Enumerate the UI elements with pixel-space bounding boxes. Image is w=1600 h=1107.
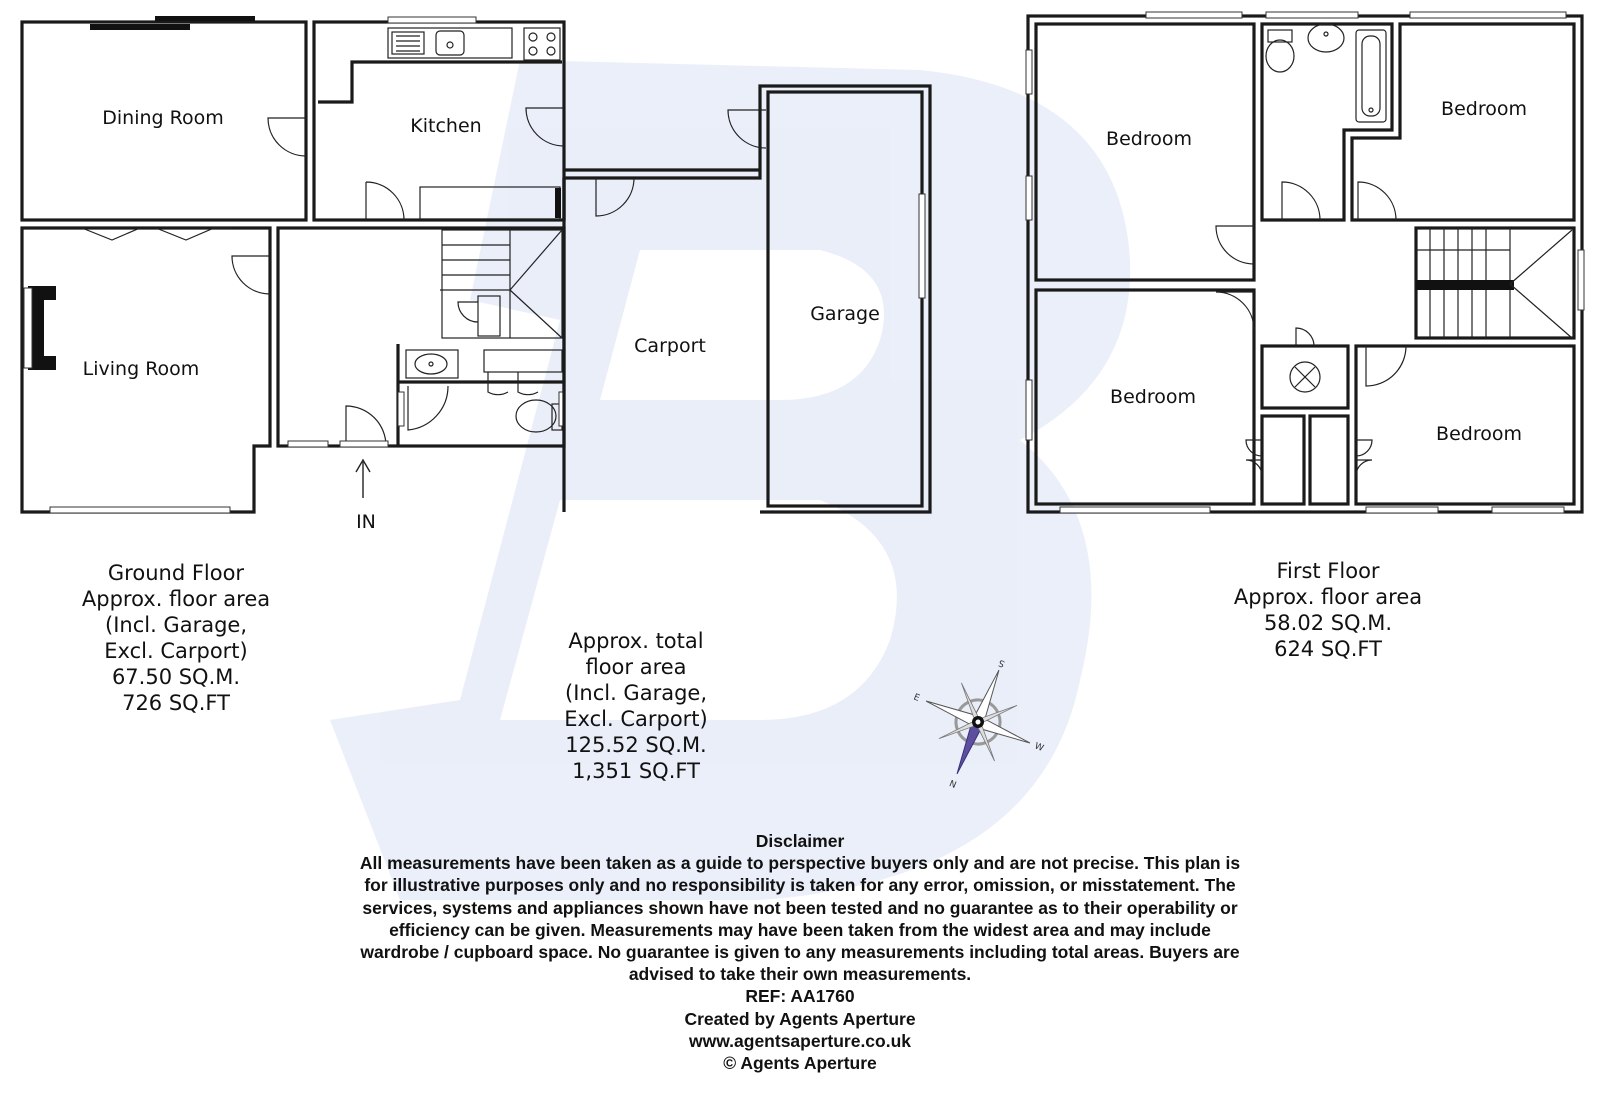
bedroom-bottom-left-label: Bedroom	[1110, 386, 1196, 408]
total-line4: Excl. Carport)	[564, 707, 708, 731]
total-line2: floor area	[585, 655, 687, 679]
ground-floor-info	[60, 560, 292, 716]
total-line1: Approx. total	[568, 629, 704, 653]
kitchen-label: Kitchen	[410, 115, 482, 137]
carport-label: Carport	[634, 335, 706, 357]
disclaimer-line: services, systems and appliances shown have not been tested and no guarantee as to their operability or	[362, 897, 1238, 918]
dining-room-label: Dining Room	[102, 107, 224, 129]
ground-floor-line3: Excl. Carport)	[104, 639, 248, 663]
first-floor-title: First Floor	[1276, 559, 1380, 583]
ground-floor-line2: (Incl. Garage,	[105, 613, 247, 637]
ground-floor-sqm: 67.50 SQ.M.	[111, 665, 241, 689]
total-sqm: 125.52 SQ.M.	[565, 733, 707, 757]
boiler-icon	[1290, 362, 1320, 392]
door-swing	[268, 118, 306, 156]
bathroom-basin-icon	[1308, 24, 1344, 52]
disclaimer-created-by: Created by Agents Aperture	[684, 1008, 916, 1029]
bedroom-bottom-right-label: Bedroom	[1436, 423, 1522, 445]
total-floor-info	[520, 628, 752, 784]
disclaimer-line: advised to take their own measurements.	[628, 964, 972, 985]
first-floor-sqft: 624 SQ.FT	[1274, 637, 1382, 661]
entrance-arrow	[356, 460, 370, 498]
fireplace-icon	[24, 286, 56, 370]
living-room-label: Living Room	[82, 358, 200, 380]
ground-floor-title: Ground Floor	[107, 561, 245, 585]
first-floor-line1: Approx. floor area	[1233, 585, 1423, 609]
disclaimer-ref: REF: AA1760	[745, 986, 855, 1007]
compass-w: W	[1032, 741, 1045, 754]
staircase-icon-first-floor	[1416, 228, 1572, 338]
disclaimer-title: Disclaimer	[755, 831, 845, 851]
ground-floor-line1: Approx. floor area	[81, 587, 271, 611]
compass-n: N	[947, 779, 958, 791]
total-line3: (Incl. Garage,	[565, 681, 707, 705]
sink-icon	[392, 31, 464, 55]
bathroom-toilet-icon	[1266, 30, 1294, 72]
bedroom-top-left-label: Bedroom	[1106, 128, 1192, 150]
compass-s: S	[997, 656, 1007, 669]
bedroom-top-right-label: Bedroom	[1441, 98, 1527, 120]
bath-icon	[1356, 30, 1386, 122]
disclaimer-line: for illustrative purposes only and no responsibility is taken for any error, omission, or misstatement. The	[364, 875, 1236, 896]
disclaimer-line: All measurements have been taken as a guide to perspective buyers only and are not precise. This plan is	[359, 853, 1241, 874]
entrance-label: IN	[356, 511, 376, 533]
hob-icon	[524, 28, 560, 60]
total-sqft: 1,351 SQ.FT	[572, 759, 700, 783]
disclaimer-line: wardrobe / cupboard space. No guarantee is given to any measurements including total areas. Buyers are	[360, 942, 1240, 963]
first-floor-sqm: 58.02 SQ.M.	[1263, 611, 1393, 635]
disclaimer-website[interactable]: www.agentsaperture.co.uk	[688, 1030, 912, 1051]
disclaimer-line: efficiency can be given. Measurements may have been taken from the widest area and may include	[389, 919, 1211, 940]
disclaimer	[300, 830, 1300, 1074]
compass-e: E	[911, 692, 921, 704]
disclaimer-copyright: © Agents Aperture	[723, 1053, 877, 1074]
garage-label: Garage	[810, 303, 880, 325]
ground-floor-sqft: 726 SQ.FT	[122, 691, 230, 715]
first-floor-info	[1212, 558, 1444, 662]
basin-icon	[415, 354, 447, 374]
